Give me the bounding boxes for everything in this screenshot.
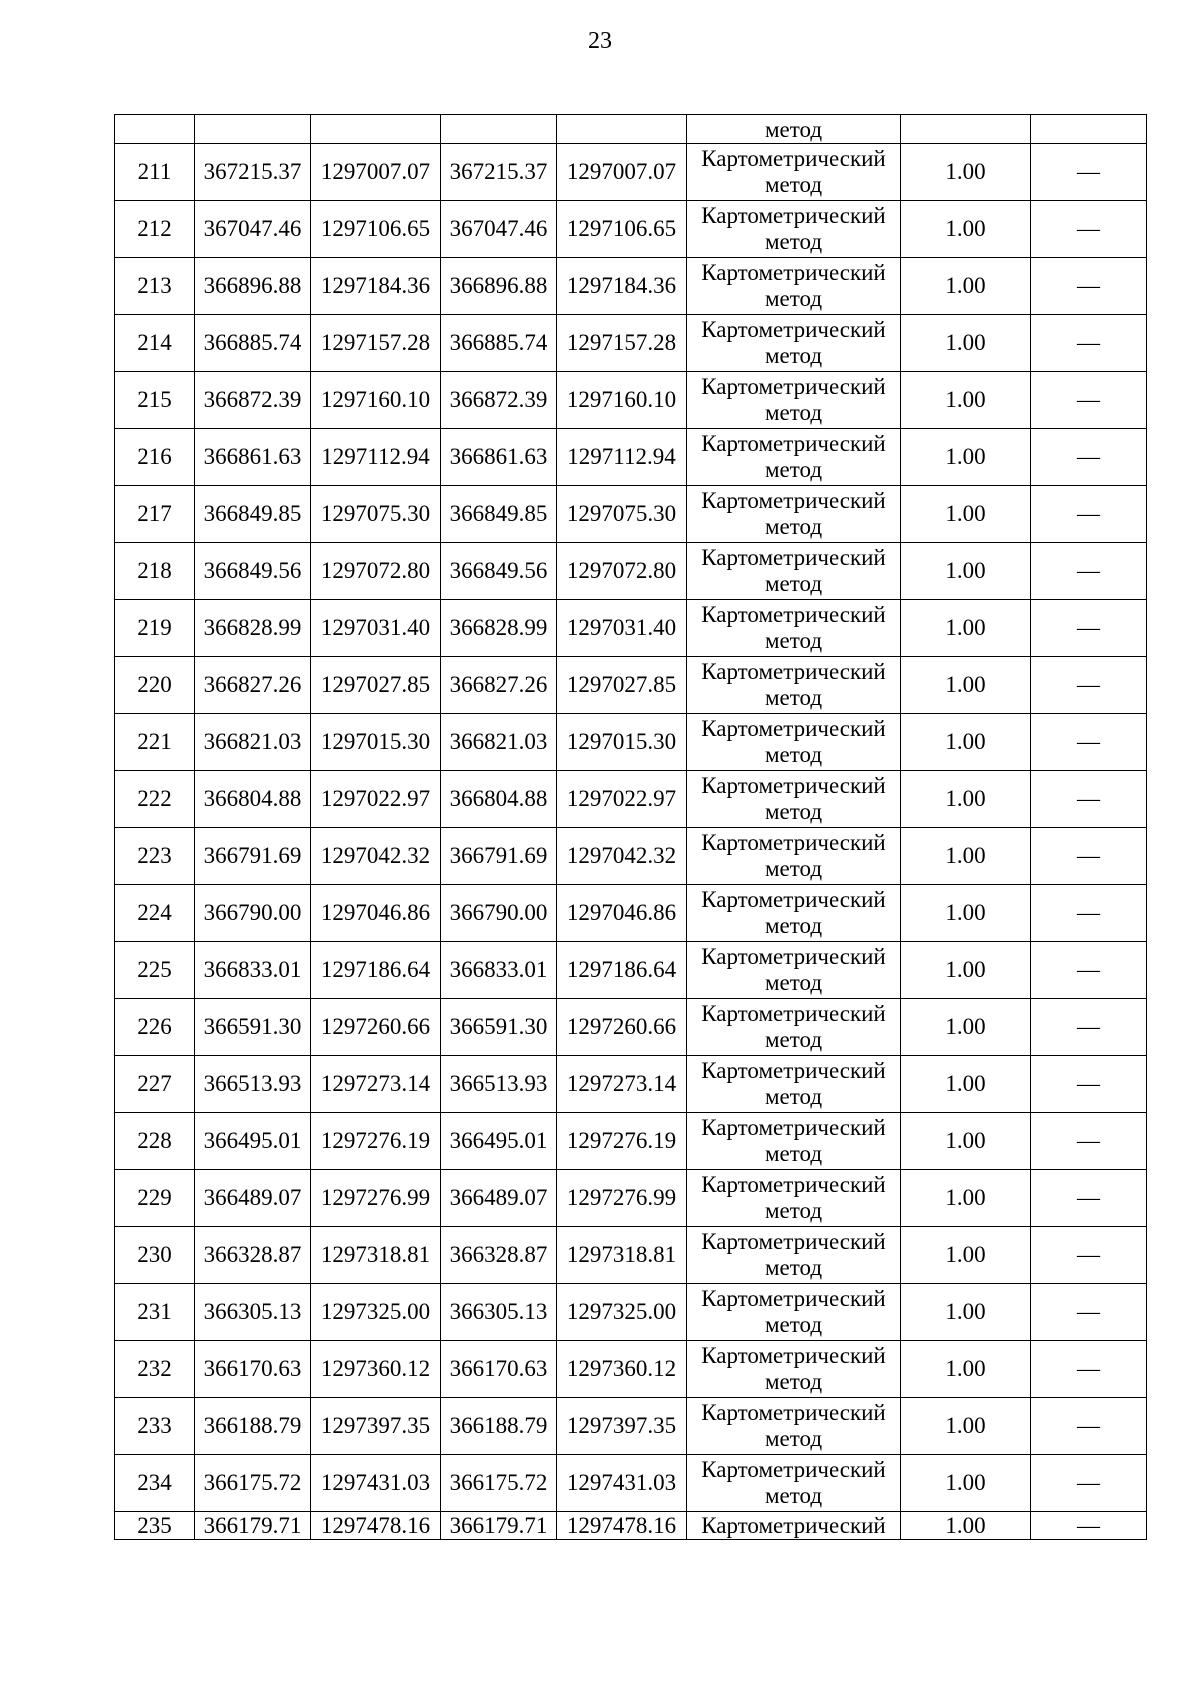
cell-note: — xyxy=(1031,1284,1147,1341)
cell-note: — xyxy=(1031,999,1147,1056)
method-line-1: Картометрический xyxy=(701,830,886,855)
cell-empty xyxy=(311,115,441,144)
table-row xyxy=(115,372,1147,429)
table-row xyxy=(115,999,1147,1056)
cell-x-existing: 366872.39 xyxy=(195,372,311,429)
cell-x-existing: 366861.63 xyxy=(195,429,311,486)
cell-y-existing: 1297184.36 xyxy=(311,258,441,315)
method-line-2: метод xyxy=(764,1255,823,1280)
cell-empty xyxy=(901,115,1031,144)
cell-y-existing: 1297015.30 xyxy=(311,714,441,771)
table-row xyxy=(115,315,1147,372)
cell-method xyxy=(687,885,901,942)
cell-point-number: 217 xyxy=(115,486,195,543)
cell-x-existing: 366896.88 xyxy=(195,258,311,315)
method-line-1: Картометрический xyxy=(701,1457,886,1482)
cell-x-existing: 366495.01 xyxy=(195,1113,311,1170)
cell-method xyxy=(687,543,901,600)
table-row xyxy=(115,1284,1147,1341)
cell-accuracy: 1.00 xyxy=(901,999,1031,1056)
method-line-1: Картометрический xyxy=(701,260,886,285)
cell-point-number: 218 xyxy=(115,543,195,600)
cell-accuracy: 1.00 xyxy=(901,1113,1031,1170)
cell-accuracy: 1.00 xyxy=(901,771,1031,828)
cell-x-new: 366489.07 xyxy=(441,1170,557,1227)
cell-method xyxy=(687,258,901,315)
cell-x-new: 366804.88 xyxy=(441,771,557,828)
method-line-2: метод xyxy=(764,742,823,767)
cell-y-new: 1297325.00 xyxy=(557,1284,687,1341)
cell-method xyxy=(687,1227,901,1284)
cell-note: — xyxy=(1031,144,1147,201)
cell-note: — xyxy=(1031,429,1147,486)
table-row xyxy=(115,543,1147,600)
table-row xyxy=(115,429,1147,486)
cell-method: Картометрический xyxy=(687,1512,901,1540)
cell-y-existing: 1297042.32 xyxy=(311,828,441,885)
cell-note: — xyxy=(1031,1113,1147,1170)
cell-y-existing: 1297031.40 xyxy=(311,600,441,657)
cell-point-number: 235 xyxy=(115,1512,195,1540)
method-line-2: метод xyxy=(764,1198,823,1223)
cell-accuracy: 1.00 xyxy=(901,201,1031,258)
method-line-2: метод xyxy=(764,913,823,938)
cell-x-new: 366861.63 xyxy=(441,429,557,486)
cell-accuracy: 1.00 xyxy=(901,315,1031,372)
cell-point-number: 214 xyxy=(115,315,195,372)
cell-method xyxy=(687,942,901,999)
cell-x-existing: 366170.63 xyxy=(195,1341,311,1398)
cell-point-number: 225 xyxy=(115,942,195,999)
cell-y-new: 1297007.07 xyxy=(557,144,687,201)
cell-x-existing: 366179.71 xyxy=(195,1512,311,1540)
method-line-2: метод xyxy=(764,286,823,311)
table-row xyxy=(115,1398,1147,1455)
cell-accuracy: 1.00 xyxy=(901,1227,1031,1284)
cell-note: — xyxy=(1031,543,1147,600)
cell-y-new: 1297160.10 xyxy=(557,372,687,429)
cell-empty xyxy=(1031,115,1147,144)
cell-x-existing: 366305.13 xyxy=(195,1284,311,1341)
cell-accuracy: 1.00 xyxy=(901,828,1031,885)
table-row xyxy=(115,657,1147,714)
cell-x-existing: 366513.93 xyxy=(195,1056,311,1113)
cell-accuracy: 1.00 xyxy=(901,258,1031,315)
table-row xyxy=(115,828,1147,885)
cell-method xyxy=(687,999,901,1056)
cell-point-number: 211 xyxy=(115,144,195,201)
cell-y-existing: 1297273.14 xyxy=(311,1056,441,1113)
cell-y-existing: 1297027.85 xyxy=(311,657,441,714)
cell-method xyxy=(687,657,901,714)
method-line-2: метод xyxy=(764,229,823,254)
table-body xyxy=(115,115,1147,1540)
cell-method xyxy=(687,1284,901,1341)
cell-note: — xyxy=(1031,486,1147,543)
coordinates-table xyxy=(114,114,1147,1540)
method-line-2: метод xyxy=(764,685,823,710)
cell-accuracy: 1.00 xyxy=(901,372,1031,429)
cell-y-new: 1297186.64 xyxy=(557,942,687,999)
cell-method xyxy=(687,1056,901,1113)
cell-y-new: 1297397.35 xyxy=(557,1398,687,1455)
cell-note: — xyxy=(1031,657,1147,714)
cell-x-existing: 366849.85 xyxy=(195,486,311,543)
cell-x-existing: 366790.00 xyxy=(195,885,311,942)
cell-note: — xyxy=(1031,771,1147,828)
cell-method xyxy=(687,1341,901,1398)
cell-note: — xyxy=(1031,1398,1147,1455)
cell-x-new: 366790.00 xyxy=(441,885,557,942)
cell-accuracy: 1.00 xyxy=(901,486,1031,543)
cell-accuracy: 1.00 xyxy=(901,144,1031,201)
cell-note: — xyxy=(1031,1170,1147,1227)
cell-note: — xyxy=(1031,600,1147,657)
table-row xyxy=(115,258,1147,315)
table-row xyxy=(115,201,1147,258)
cell-x-existing: 366791.69 xyxy=(195,828,311,885)
cell-method xyxy=(687,771,901,828)
table-row-truncated xyxy=(115,1512,1147,1540)
cell-method xyxy=(687,1113,901,1170)
cell-point-number: 221 xyxy=(115,714,195,771)
method-line-1: Картометрический xyxy=(701,1286,886,1311)
cell-accuracy: 1.00 xyxy=(901,1398,1031,1455)
method-line-1: Картометрический xyxy=(701,146,886,171)
cell-x-new: 366827.26 xyxy=(441,657,557,714)
cell-method xyxy=(687,486,901,543)
method-line-2: метод xyxy=(764,799,823,824)
method-line-2: метод xyxy=(764,628,823,653)
method-line-2: метод xyxy=(764,856,823,881)
cell-x-existing: 366591.30 xyxy=(195,999,311,1056)
cell-point-number: 232 xyxy=(115,1341,195,1398)
cell-y-existing: 1297431.03 xyxy=(311,1455,441,1512)
method-line-1: Картометрический xyxy=(701,1400,886,1425)
table-row-continued xyxy=(115,115,1147,144)
cell-point-number: 228 xyxy=(115,1113,195,1170)
cell-y-new: 1297106.65 xyxy=(557,201,687,258)
cell-note: — xyxy=(1031,201,1147,258)
cell-empty xyxy=(441,115,557,144)
cell-x-existing: 366849.56 xyxy=(195,543,311,600)
cell-x-new: 366791.69 xyxy=(441,828,557,885)
cell-y-new: 1297276.99 xyxy=(557,1170,687,1227)
cell-y-new: 1297273.14 xyxy=(557,1056,687,1113)
cell-accuracy: 1.00 xyxy=(901,1056,1031,1113)
cell-x-new: 366591.30 xyxy=(441,999,557,1056)
table-row xyxy=(115,1056,1147,1113)
cell-point-number: 233 xyxy=(115,1398,195,1455)
cell-x-new: 366885.74 xyxy=(441,315,557,372)
cell-x-new: 366175.72 xyxy=(441,1455,557,1512)
cell-empty xyxy=(557,115,687,144)
table-row xyxy=(115,771,1147,828)
cell-point-number: 213 xyxy=(115,258,195,315)
cell-y-existing: 1297072.80 xyxy=(311,543,441,600)
method-line-1: Картометрический xyxy=(701,1172,886,1197)
cell-y-existing: 1297157.28 xyxy=(311,315,441,372)
method-line-2: метод xyxy=(764,970,823,995)
table-row xyxy=(115,942,1147,999)
cell-x-existing: 366804.88 xyxy=(195,771,311,828)
method-line-1: Картометрический xyxy=(701,1001,886,1026)
cell-y-existing: 1297106.65 xyxy=(311,201,441,258)
cell-note: — xyxy=(1031,714,1147,771)
cell-point-number: 216 xyxy=(115,429,195,486)
cell-y-new: 1297318.81 xyxy=(557,1227,687,1284)
method-line-2: метод xyxy=(764,1312,823,1337)
method-line-2: метод xyxy=(764,1141,823,1166)
cell-accuracy: 1.00 xyxy=(901,885,1031,942)
cell-y-existing: 1297112.94 xyxy=(311,429,441,486)
cell-point-number: 229 xyxy=(115,1170,195,1227)
cell-y-existing: 1297276.99 xyxy=(311,1170,441,1227)
cell-method xyxy=(687,828,901,885)
cell-y-new: 1297431.03 xyxy=(557,1455,687,1512)
method-line-1: Картометрический xyxy=(701,773,886,798)
cell-accuracy: 1.00 xyxy=(901,429,1031,486)
method-line-1: Картометрический xyxy=(701,1115,886,1140)
cell-y-new: 1297184.36 xyxy=(557,258,687,315)
cell-x-new: 366849.56 xyxy=(441,543,557,600)
method-line-1: Картометрический xyxy=(701,545,886,570)
cell-point-number: 223 xyxy=(115,828,195,885)
cell-accuracy: 1.00 xyxy=(901,1512,1031,1540)
cell-x-new: 366833.01 xyxy=(441,942,557,999)
method-line-2: метод xyxy=(764,514,823,539)
cell-y-existing: 1297260.66 xyxy=(311,999,441,1056)
cell-x-existing: 366328.87 xyxy=(195,1227,311,1284)
method-line-2: метод xyxy=(764,400,823,425)
cell-y-new: 1297112.94 xyxy=(557,429,687,486)
cell-method xyxy=(687,372,901,429)
cell-y-existing: 1297186.64 xyxy=(311,942,441,999)
method-line-1: Картометрический xyxy=(701,716,886,741)
cell-method xyxy=(687,1398,901,1455)
cell-point-number: 227 xyxy=(115,1056,195,1113)
table-row xyxy=(115,144,1147,201)
method-line-2: метод xyxy=(764,343,823,368)
cell-x-existing: 366827.26 xyxy=(195,657,311,714)
cell-y-existing: 1297276.19 xyxy=(311,1113,441,1170)
cell-empty xyxy=(115,115,195,144)
cell-x-existing: 367215.37 xyxy=(195,144,311,201)
cell-x-new: 366828.99 xyxy=(441,600,557,657)
cell-note: — xyxy=(1031,828,1147,885)
cell-x-existing: 366828.99 xyxy=(195,600,311,657)
cell-y-existing: 1297022.97 xyxy=(311,771,441,828)
page-number: 23 xyxy=(588,28,612,54)
cell-y-existing: 1297007.07 xyxy=(311,144,441,201)
method-line-2: метод xyxy=(764,1369,823,1394)
cell-y-new: 1297027.85 xyxy=(557,657,687,714)
cell-note: — xyxy=(1031,1455,1147,1512)
table-row xyxy=(115,1341,1147,1398)
cell-note: — xyxy=(1031,372,1147,429)
cell-accuracy: 1.00 xyxy=(901,942,1031,999)
cell-accuracy: 1.00 xyxy=(901,657,1031,714)
cell-y-existing: 1297397.35 xyxy=(311,1398,441,1455)
cell-method xyxy=(687,315,901,372)
table-row xyxy=(115,1170,1147,1227)
cell-point-number: 220 xyxy=(115,657,195,714)
table-row xyxy=(115,1227,1147,1284)
method-line-1: Картометрический xyxy=(701,887,886,912)
cell-method xyxy=(687,1455,901,1512)
cell-note: — xyxy=(1031,1512,1147,1540)
method-line-1: Картометрический xyxy=(701,374,886,399)
cell-y-existing: 1297046.86 xyxy=(311,885,441,942)
cell-x-new: 366821.03 xyxy=(441,714,557,771)
cell-accuracy: 1.00 xyxy=(901,543,1031,600)
cell-point-number: 234 xyxy=(115,1455,195,1512)
cell-point-number: 231 xyxy=(115,1284,195,1341)
cell-note: — xyxy=(1031,885,1147,942)
method-line-1: Картометрический xyxy=(701,317,886,342)
cell-x-new: 366170.63 xyxy=(441,1341,557,1398)
cell-x-existing: 366833.01 xyxy=(195,942,311,999)
cell-point-number: 226 xyxy=(115,999,195,1056)
method-line-2: метод xyxy=(764,1027,823,1052)
cell-method xyxy=(687,201,901,258)
method-line-1: Картометрический xyxy=(701,944,886,969)
cell-y-existing: 1297360.12 xyxy=(311,1341,441,1398)
method-line-1: Картометрический xyxy=(701,431,886,456)
method-line-2: метод xyxy=(764,1084,823,1109)
cell-point-number: 222 xyxy=(115,771,195,828)
method-line-1: Картометрический xyxy=(701,203,886,228)
cell-accuracy: 1.00 xyxy=(901,600,1031,657)
method-line-1: Картометрический xyxy=(701,1229,886,1254)
cell-x-new: 366495.01 xyxy=(441,1113,557,1170)
method-line-1: Картометрический xyxy=(701,602,886,627)
cell-y-new: 1297072.80 xyxy=(557,543,687,600)
cell-x-new: 366513.93 xyxy=(441,1056,557,1113)
cell-note: — xyxy=(1031,942,1147,999)
cell-note: — xyxy=(1031,1341,1147,1398)
cell-y-new: 1297022.97 xyxy=(557,771,687,828)
cell-method xyxy=(687,1170,901,1227)
cell-method xyxy=(687,600,901,657)
cell-x-new: 366305.13 xyxy=(441,1284,557,1341)
cell-y-existing: 1297478.16 xyxy=(311,1512,441,1540)
method-line-2: метод xyxy=(764,172,823,197)
method-line-2: метод xyxy=(764,1483,823,1508)
cell-method xyxy=(687,144,901,201)
cell-x-new: 366849.85 xyxy=(441,486,557,543)
cell-y-new: 1297031.40 xyxy=(557,600,687,657)
cell-x-existing: 366885.74 xyxy=(195,315,311,372)
cell-note: — xyxy=(1031,315,1147,372)
cell-point-number: 230 xyxy=(115,1227,195,1284)
cell-accuracy: 1.00 xyxy=(901,1455,1031,1512)
cell-x-existing: 366175.72 xyxy=(195,1455,311,1512)
cell-empty xyxy=(195,115,311,144)
method-line-1: Картометрический xyxy=(701,1058,886,1083)
method-line-1: Картометрический xyxy=(701,488,886,513)
cell-note: — xyxy=(1031,1056,1147,1113)
cell-y-existing: 1297160.10 xyxy=(311,372,441,429)
cell-x-existing: 366821.03 xyxy=(195,714,311,771)
cell-y-existing: 1297075.30 xyxy=(311,486,441,543)
cell-accuracy: 1.00 xyxy=(901,1341,1031,1398)
cell-method-tail: метод xyxy=(687,115,901,144)
cell-x-new: 366872.39 xyxy=(441,372,557,429)
method-line-2: метод xyxy=(764,457,823,482)
cell-note: — xyxy=(1031,1227,1147,1284)
method-line-2: метод xyxy=(764,1426,823,1451)
table-row xyxy=(115,885,1147,942)
cell-point-number: 212 xyxy=(115,201,195,258)
cell-x-new: 366328.87 xyxy=(441,1227,557,1284)
cell-x-existing: 367047.46 xyxy=(195,201,311,258)
cell-x-existing: 366489.07 xyxy=(195,1170,311,1227)
cell-x-new: 366896.88 xyxy=(441,258,557,315)
cell-x-new: 367215.37 xyxy=(441,144,557,201)
cell-method xyxy=(687,714,901,771)
method-line-1: Картометрический xyxy=(701,659,886,684)
method-line-2: метод xyxy=(764,571,823,596)
table-row xyxy=(115,1455,1147,1512)
cell-y-new: 1297478.16 xyxy=(557,1512,687,1540)
cell-point-number: 219 xyxy=(115,600,195,657)
table-row xyxy=(115,1113,1147,1170)
method-line-1: Картометрический xyxy=(701,1343,886,1368)
cell-accuracy: 1.00 xyxy=(901,1170,1031,1227)
cell-y-new: 1297360.12 xyxy=(557,1341,687,1398)
cell-point-number: 224 xyxy=(115,885,195,942)
cell-y-new: 1297042.32 xyxy=(557,828,687,885)
table-row xyxy=(115,486,1147,543)
table-row xyxy=(115,714,1147,771)
cell-point-number: 215 xyxy=(115,372,195,429)
cell-y-existing: 1297325.00 xyxy=(311,1284,441,1341)
cell-accuracy: 1.00 xyxy=(901,714,1031,771)
cell-y-new: 1297075.30 xyxy=(557,486,687,543)
cell-y-new: 1297015.30 xyxy=(557,714,687,771)
cell-y-existing: 1297318.81 xyxy=(311,1227,441,1284)
cell-accuracy: 1.00 xyxy=(901,1284,1031,1341)
cell-x-new: 367047.46 xyxy=(441,201,557,258)
cell-x-existing: 366188.79 xyxy=(195,1398,311,1455)
cell-x-new: 366179.71 xyxy=(441,1512,557,1540)
cell-note: — xyxy=(1031,258,1147,315)
cell-y-new: 1297046.86 xyxy=(557,885,687,942)
cell-y-new: 1297276.19 xyxy=(557,1113,687,1170)
table-row xyxy=(115,600,1147,657)
cell-y-new: 1297157.28 xyxy=(557,315,687,372)
cell-method xyxy=(687,429,901,486)
cell-y-new: 1297260.66 xyxy=(557,999,687,1056)
cell-x-new: 366188.79 xyxy=(441,1398,557,1455)
